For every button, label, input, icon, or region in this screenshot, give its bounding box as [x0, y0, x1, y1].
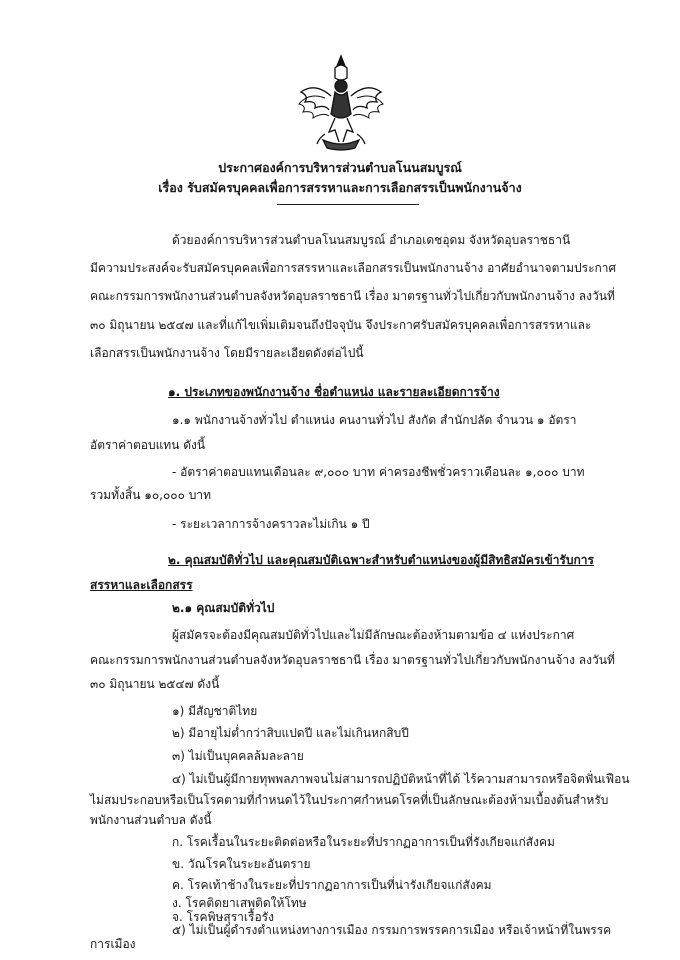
disease-item: ข. วัณโรคในระยะอันตราย [172, 857, 311, 872]
section1-pay: - อัตราค่าตอบแทนเดือนละ ๙,๐๐๐ บาท ค่าครองชีพชั่วคราวเดือนละ ๑,๐๐๐ บาท [172, 465, 585, 479]
intro-line: ๓๐ มิถุนายน ๒๕๔๗ และที่แก้ไขเพิ่มเติมจนถึงปัจจุบัน จึงประกาศรับสมัครบุคคลเพื่อการสรรหาและ [90, 318, 592, 332]
section1-total: รวมทั้งสิ้น ๑๐,๐๐๐ บาท [90, 488, 212, 502]
title-divider [277, 204, 419, 205]
qualification-item-4: ๔) ไม่เป็นผู้มีกายทุพพลภาพจนไม่สามารถปฏิบัติหน้าที่ได้ ไร้ความสามารถหรือจิตฟั่นเฟือน [172, 772, 630, 787]
announcement-subject: เรื่อง รับสมัครบุคคลเพื่อการสรรหาและการเลือกสรรเป็นพนักงานจ้าง [158, 180, 522, 195]
qualification-item-5-cont: การเมือง [90, 937, 136, 951]
qualification-item-4-cont: พนักงานส่วนตำบล ดังนี้ [90, 813, 212, 828]
garuda-emblem [295, 52, 387, 152]
qualification-item-5: ๕) ไม่เป็นผู้ดำรงตำแหน่งทางการเมือง กรรมการพรรคการเมือง หรือเจ้าหน้าที่ในพรรค [172, 923, 612, 938]
section2-para: ผู้สมัครจะต้องมีคุณสมบัติทั่วไปและไม่มีลักษณะต้องห้ามตามข้อ ๔ แห่งประกาศ [172, 628, 575, 642]
intro-line: คณะกรรมการพนักงานส่วนตำบลจังหวัดอุบลราชธานี เรื่อง มาตรฐานทั่วไปเกี่ยวกับพนักงานจ้าง ลงวันที่ [90, 289, 615, 303]
announcement-title: ประกาศองค์การบริหารส่วนตำบลโนนสมบูรณ์ [218, 160, 462, 175]
section1-item: ๑.๑ พนักงานจ้างทั่วไป ตำแหน่ง คนงานทั่วไป สังกัด สำนักปลัด จำนวน ๑ อัตรา [172, 413, 577, 427]
section2-para: ๓๐ มิถุนายน ๒๕๔๗ ดังนี้ [90, 677, 220, 691]
qualification-item: ๒) มีอายุไม่ต่ำกว่าสิบแปดปี และไม่เกินหกสิบปี [172, 725, 409, 740]
disease-item: ง. โรคติดยาเสพติดให้โทษ [172, 896, 307, 911]
section1-heading: ๑. ประเภทของพนักงานจ้าง ชื่อตำแหน่ง และรายละเอียดการจ้าง [168, 385, 500, 399]
section2-subheading: ๒.๑ คุณสมบัติทั่วไป [172, 601, 275, 615]
qualification-item: ๓) ไม่เป็นบุคคลล้มละลาย [172, 748, 304, 763]
section2-heading: ๒. คุณสมบัติทั่วไป และคุณสมบัติเฉพาะสำหรับตำแหน่งของผู้มีสิทธิสมัครเข้ารับการ [168, 553, 594, 567]
disease-item: ค. โรคเท้าช้างในระยะที่ปรากฏอาการเป็นที่น่ารังเกียจแก่สังคม [172, 877, 492, 892]
section1-period: - ระยะเวลาการจ้างคราวละไม่เกิน ๑ ปี [172, 517, 370, 531]
section2-heading-cont: สรรหาและเลือกสรร [90, 578, 193, 592]
disease-item: จ. โรคพิษสุราเรื้อรัง [172, 909, 274, 924]
section2-para: คณะกรรมการพนักงานส่วนตำบลจังหวัดอุบลราชธานี เรื่อง มาตรฐานทั่วไปเกี่ยวกับพนักงานจ้าง ลงวันที่ [90, 653, 615, 667]
intro-line: มีความประสงค์จะรับสมัครบุคคลเพื่อการสรรหาและเลือกสรรเป็นพนักงานจ้าง อาศัยอำนาจตามประกาศ [90, 261, 617, 275]
intro-line: เลือกสรรเป็นพนักงานจ้าง โดยมีรายละเอียดดังต่อไปนี้ [90, 346, 364, 360]
intro-line: ด้วยองค์การบริหารส่วนตำบลโนนสมบูรณ์ อำเภอเดชอุดม จังหวัดอุบลราชธานี [172, 233, 571, 247]
section1-rate-label: อัตราค่าตอบแทน ดังนี้ [90, 438, 206, 452]
qualification-item: ๑) มีสัญชาติไทย [172, 703, 258, 718]
disease-item: ก. โรคเรื้อนในระยะติดต่อหรือในระยะที่ปรากฏอาการเป็นที่รังเกียจแก่สังคม [172, 835, 555, 850]
qualification-item-4-cont: ไม่สมประกอบหรือเป็นโรคตามที่กำหนดไว้ในประกาศกำหนดโรคที่เป็นลักษณะต้องห้ามเบื้องต้นสำหรับ [90, 792, 609, 807]
